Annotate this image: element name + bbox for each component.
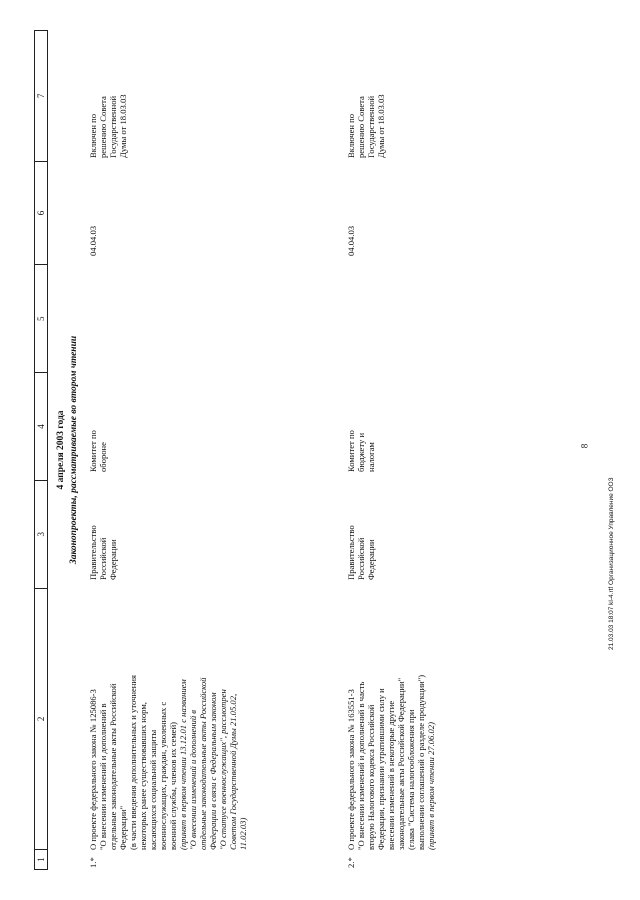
- bill-title-line: О проекте федерального закона № 163551-3: [346, 689, 356, 850]
- header-col-6: 6: [35, 161, 47, 265]
- bill-title-line: вторую Налогового кодекса Российской: [366, 704, 376, 850]
- inclusion-note: [346, 94, 386, 158]
- initiator-line: Российской: [98, 537, 108, 580]
- bill-note-line: "О статусе военнослужащих", рассмотрен: [218, 689, 228, 850]
- initiator-line: Федерации: [108, 539, 118, 580]
- bill-note-line: Федерации в связи с Федеральным законом: [208, 692, 218, 850]
- inclusion-note-line: Включен по: [346, 113, 356, 158]
- header-col-4: 4: [35, 372, 47, 480]
- bill-title-line: законодательные акты Российской Федерации": [396, 677, 406, 850]
- bill-title-line: военной службы, членов их семей): [168, 721, 178, 850]
- bill-title-line: отдельные законодательные акты Российской: [108, 683, 118, 850]
- header-col-7: 7: [36, 93, 46, 99]
- bill-title-line: некоторых ранее существовавших норм,: [138, 702, 148, 850]
- bill-note-line: отдельные законодательные акты Российской: [198, 677, 208, 850]
- row-number: 1.*: [88, 857, 98, 868]
- bill-description: [88, 588, 248, 850]
- committee-line: Комитет по: [346, 430, 356, 472]
- committee-line: Комитет по: [88, 430, 98, 472]
- footer-text: 21.03.03 18:07 kl-4.rtf Организационное Управление ООЗ: [608, 477, 615, 650]
- header-col-3: 3: [35, 480, 47, 588]
- date-value: 04.04.03: [346, 225, 356, 256]
- bill-description: [346, 588, 436, 850]
- inclusion-note-line: решению Совета: [356, 96, 366, 158]
- bill-note-line: Советом Государственной Думы 21.05.02,: [228, 693, 238, 850]
- committee-line: бюджету и: [356, 432, 366, 472]
- section-heading: Законопроекты, рассматриваемые во втором чтении: [69, 335, 79, 565]
- bill-title-line: Федерации, признании утратившими силу и: [376, 688, 386, 850]
- inclusion-note-line: Думы от 18.03.03: [376, 94, 386, 158]
- rotated-content: [34, 30, 594, 870]
- date-value: 04.04.03: [88, 225, 98, 256]
- page-number: 8: [579, 443, 590, 449]
- row-number: 2.*: [346, 857, 356, 868]
- header-col-1: 1: [35, 849, 47, 869]
- bill-title-line: выполнении соглашений о разделе продукции"): [416, 674, 426, 850]
- bill-title-line: касающихся социальной защиты: [148, 729, 158, 850]
- initiator: [88, 525, 118, 580]
- initiator-line: Российской: [356, 537, 366, 580]
- bill-note-line: (принят в первом чтении 13.12.01 с названием: [178, 679, 188, 850]
- bill-title-line: (глава "Система налогообложения при: [406, 709, 416, 850]
- bill-note-line: 11.02.03): [238, 817, 248, 850]
- inclusion-note-line: Государственной: [108, 95, 118, 158]
- date-heading: 4 апреля 2003 года: [56, 410, 66, 490]
- bill-title-line: (в части введения дополнительных и уточнения: [128, 675, 138, 850]
- inclusion-note-line: Государственной: [366, 95, 376, 158]
- initiator-line: Правительство: [88, 525, 98, 580]
- inclusion-note-line: Включен по: [88, 113, 98, 158]
- inclusion-note-line: Думы от 18.03.03: [118, 94, 128, 158]
- initiator: [346, 525, 376, 580]
- bill-title-line: военнослужащих, граждан, уволенных с: [158, 701, 168, 850]
- bill-note-line: "О внесении изменений и дополнений в: [188, 709, 198, 850]
- bill-title-line: Федерации": [118, 805, 128, 850]
- committee: [346, 430, 376, 472]
- header-col-5: 5: [35, 264, 47, 372]
- committee: [88, 430, 108, 472]
- header-col-2: 2: [35, 588, 47, 849]
- bill-title-line: "О внесении изменений и дополнений в: [98, 703, 108, 850]
- inclusion-note-line: решению Совета: [98, 96, 108, 158]
- initiator-line: Федерации: [366, 539, 376, 580]
- inclusion-note: [88, 94, 128, 158]
- bill-title-line: внесении изменений в некоторые другие: [386, 700, 396, 850]
- bill-title-line: "О внесении изменений и дополнений в часть: [356, 681, 366, 850]
- bill-title-line: О проекте федерального закона № 125086-3: [88, 689, 98, 850]
- initiator-line: Правительство: [346, 525, 356, 580]
- committee-line: обороне: [98, 442, 108, 472]
- bill-note-line: (принят в первом чтении 27.06.02): [426, 722, 436, 850]
- column-number-header: [34, 30, 48, 870]
- committee-line: налогам: [366, 442, 376, 472]
